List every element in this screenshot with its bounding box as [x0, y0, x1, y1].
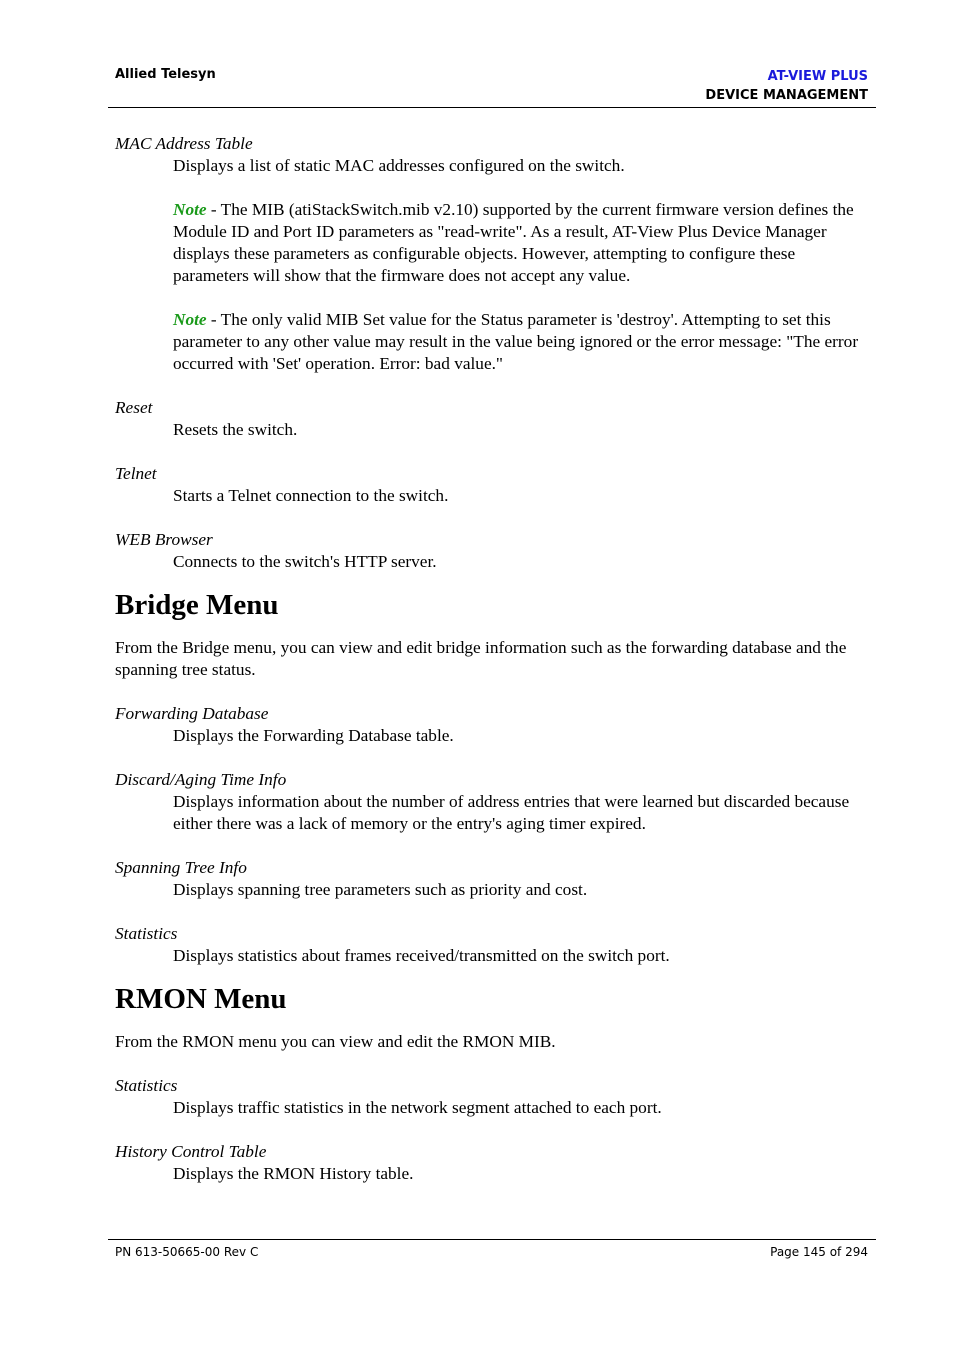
- footer-part-number: PN 613-50665-00 Rev C: [115, 1245, 259, 1259]
- entry-term: Forwarding Database: [115, 704, 269, 723]
- header-right: [705, 67, 868, 105]
- note-text: - The MIB (atiStackSwitch.mib v2.10) supported by the current firmware version defines the Module ID and Port ID parameters as "read-write". As a result, AT-View Plus Device Manager displays these parameters as configurable objects. However, attempting to configure these parameters will show that the firmware does not accept any value.: [173, 200, 854, 285]
- entry-desc: Displays statistics about frames received/transmitted on the switch port.: [173, 946, 670, 965]
- entry-term: Reset: [115, 398, 153, 417]
- entry-desc: Displays information about the number of address entries that were learned but discarded because either there was a lack of memory or the entry's aging timer expired.: [173, 792, 850, 833]
- entry-term: WEB Browser: [115, 530, 213, 549]
- entry-desc: Displays the RMON History table.: [173, 1164, 414, 1183]
- entry-desc: Displays traffic statistics in the network segment attached to each port.: [173, 1098, 662, 1117]
- entry-term: Spanning Tree Info: [115, 858, 247, 877]
- header-rule: [108, 107, 876, 108]
- entry-desc: Resets the switch.: [173, 420, 298, 439]
- header-company: Allied Telesyn: [115, 67, 216, 82]
- note-label: Note: [173, 200, 207, 219]
- bridge-intro: From the Bridge menu, you can view and edit bridge information such as the forwarding database and the spanning tree status.: [115, 638, 847, 679]
- bridge-heading: Bridge Menu: [115, 589, 279, 621]
- header-product: AT-VIEW PLUS: [767, 69, 868, 84]
- footer-rule: [108, 1239, 876, 1240]
- page-content: [115, 133, 875, 1185]
- entry-term: Discard/Aging Time Info: [115, 770, 287, 789]
- entry-desc: Connects to the switch's HTTP server.: [173, 552, 437, 571]
- entry-desc: Displays a list of static MAC addresses configured on the switch.: [173, 156, 625, 175]
- entry-term: MAC Address Table: [115, 134, 253, 153]
- entry-term: History Control Table: [115, 1142, 267, 1161]
- rmon-intro: From the RMON menu you can view and edit the RMON MIB.: [115, 1032, 556, 1051]
- note-paragraph: [173, 199, 875, 287]
- note-text: - The only valid MIB Set value for the Status parameter is 'destroy'. Attempting to set this parameter to any other value may result in the value being ignored or the error message: "The error occurred with 'Set' operation. Error: bad value.": [173, 310, 859, 373]
- note-paragraph: [173, 309, 875, 375]
- entry-desc: Displays spanning tree parameters such as priority and cost.: [173, 880, 588, 899]
- rmon-heading: RMON Menu: [115, 983, 287, 1015]
- entry-term: Telnet: [115, 464, 157, 483]
- header-section: DEVICE MANAGEMENT: [705, 88, 868, 103]
- entry-term: Statistics: [115, 924, 178, 943]
- entry-desc: Starts a Telnet connection to the switch.: [173, 486, 449, 505]
- entry-term: Statistics: [115, 1076, 178, 1095]
- entry-desc: Displays the Forwarding Database table.: [173, 726, 454, 745]
- note-label: Note: [173, 310, 207, 329]
- footer-page-number: Page 145 of 294: [770, 1245, 868, 1259]
